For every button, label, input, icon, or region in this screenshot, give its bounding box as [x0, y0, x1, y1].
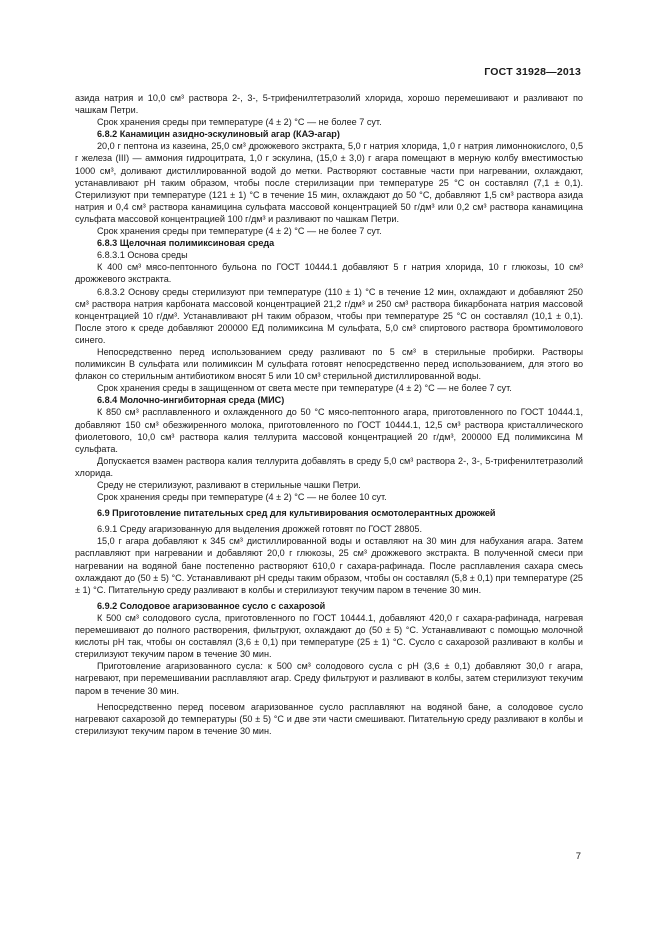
paragraph: Непосредственно перед посевом агаризованное сусло расплавляют на водяной бане, а солодовое сусло нагревают сахарозой до температуры (50 ± 5) °С и две эти части смешивают. Питательную среду разливают в колбы и стерилизуют текучим паром в течение 30 мин. [75, 701, 583, 736]
paragraph: Срок хранения среды в защищенном от света месте при температуре (4 ± 2) °С — не более 7 сут. [97, 383, 512, 394]
section-heading: 6.9.2 Солодовое агаризованное сусло с сахарозой [97, 600, 326, 611]
paragraph: Среду не стерилизуют, разливают в стерильные чашки Петри. [97, 480, 361, 490]
document-body [75, 92, 583, 737]
section-heading: 6.9 Приготовление питательных сред для культивирования осмотолерантных дрожжей [97, 508, 496, 519]
section-heading: 6.8.4 Молочно-ингибиторная среда (МИС) [97, 395, 285, 406]
paragraph: Непосредственно перед использованием среду разливают по 5 см³ в стерильные пробирки. Растворы полимиксин В сульфата или полимиксин М сульфата готовят непосредственно перед использованием, для этого во флакон со стерильным антибиотиком вносят 5 или 10 см³ стерильной дистиллированной воды. [75, 346, 583, 382]
paragraph: К 500 см³ солодового сусла, приготовленного по ГОСТ 10444.1, добавляют 420,0 г сахара-рафинада, нагревая перемешивают до полного растворения, фильтруют, охлаждают до (50 ± 5) °С. Устанавливают с помощью молочной кислоты рН так, чтобы он составлял (3,6 ± 0,1) при температуре (25 ± 1) °С. Сусло с сахарозой разливают в колбы и стерилизуют текучим паром в течение 30 мин. [75, 612, 583, 660]
section-heading: 6.8.2 Канамицин азидно-эскулиновый агар (КАЭ-агар) [97, 129, 340, 140]
paragraph: Допускается взамен раствора калия теллурита добавлять в среду 5,0 см³ раствора 2-, 3-, 5-трифенилтетразолий хлорида. [75, 455, 583, 478]
paragraph: Срок хранения среды при температуре (4 ± 2) °С — не более 10 сут. [97, 492, 387, 503]
paragraph: 15,0 г агара добавляют к 345 см³ дистиллированной воды и оставляют на 30 мин для набухания агара. Затем расплавляют при нагревании и добавляют 20,0 г глюкозы, 25 см³ дрожжевого экстракта. В полученной смеси при нагревании на водяной бане постепенно растворяют 610,0 г сахара-рафинада. После расплавления сахара смесь охлаждают до (50 ± 5) °С. Устанавливают рН среды таким образом, чтобы он составлял (5,8 ± 0,1) при температуре (25 ± 1) °С. Питательную среду разливают в колбы и стерилизуют текучим паром в течение 30 мин. [75, 536, 583, 595]
paragraph: Срок хранения среды при температуре (4 ± 2) °С — не более 7 сут. [97, 226, 382, 237]
paragraph: азида натрия и 10,0 см³ раствора 2-, 3-, 5-трифенилтетразолий хлорида, хорошо перемешивают и разливают по чашкам Петри. [75, 93, 583, 116]
paragraph: К 400 см³ мясо-пептонного бульона по ГОСТ 10444.1 добавляют 5 г натрия хлорида, 10 г глюкозы, 10 см³ дрожжевого экстракта. [75, 262, 583, 285]
document-id-header: ГОСТ 31928—2013 [484, 66, 581, 78]
page-number: 7 [575, 851, 581, 862]
paragraph: 20,0 г пептона из казеина, 25,0 см³ дрожжевого экстракта, 5,0 г натрия хлорида, 1,0 г натрия лимоннокислого, 0,5 г железа (III) — аммония гидроцитрата, 1,0 г эскулина, (15,0 ± 3,0) г агара помещают в мерную колбу вместимостью 1000 см³, доливают дистиллированной водой до метки. Растворяют составные части при нагревании, охлаждают, устанавливают рН таким образом, чтобы после стерилизации при температуре 25 °С он составлял (7,1 ± 0,1). Стерилизуют при температуре (121 ± 1) °С в течение 15 мин, охлаждают до 50 °С, добавляют 1,5 см³ раствора азида натрия и 0,4 см³ раствора канамицина сульфата массовой концентрацией 50 г/дм³ или 0,2 см³ раствора канамицина сульфата массовой концентрацией 100 г/дм³ и разливают по чашкам Петри. [75, 141, 583, 224]
section-heading: 6.8.3 Щелочная полимиксиновая среда [97, 238, 275, 249]
paragraph: Срок хранения среды при температуре (4 ± 2) °С — не более 7 сут. [97, 117, 382, 128]
paragraph: К 850 см³ расплавленного и охлажденного до 50 °С мясо-пептонного агара, приготовленного по ГОСТ 10444.1, добавляют 150 см³ обезжиренного молока, приготовленного по ГОСТ 10444.1, 12,5 см³ раствора кристаллического фиолетового, 10,0 см³ раствора калия теллурита массовой концентрацией 20 г/дм³, 200000 ЕД полимиксина М сульфата. [75, 407, 583, 454]
paragraph: 6.9.1 Среду агаризованную для выделения дрожжей готовят по ГОСТ 28805. [97, 524, 422, 535]
paragraph: 6.8.3.2 Основу среды стерилизуют при температуре (110 ± 1) °С в течение 12 мин, охлаждают и добавляют 250 см³ раствора натрия карбоната массовой концентрацией 21,2 г/дм³ и 250 см³ раствора бикарбоната натрия массовой концентрацией 10 г/дм³. Устанавливают рН таким образом, чтобы при температуре 25 °С он составлял (10,1 ± 0,1). После этого к среде добавляют 200000 ЕД полимиксина М сульфата, 5,0 см³ спиртового раствора бромтимолового синего. [75, 286, 583, 345]
paragraph: Приготовление агаризованного сусла: к 500 см³ солодового сусла с рН (3,6 ± 0,1) добавляют 30,0 г агара, нагревают, при перемешивании расплавляют агар. Среду фильтруют и разливают в колбы, затем стерилизуют текучим паром в течение 30 мин. [75, 661, 583, 696]
paragraph: 6.8.3.1 Основа среды [97, 250, 188, 261]
